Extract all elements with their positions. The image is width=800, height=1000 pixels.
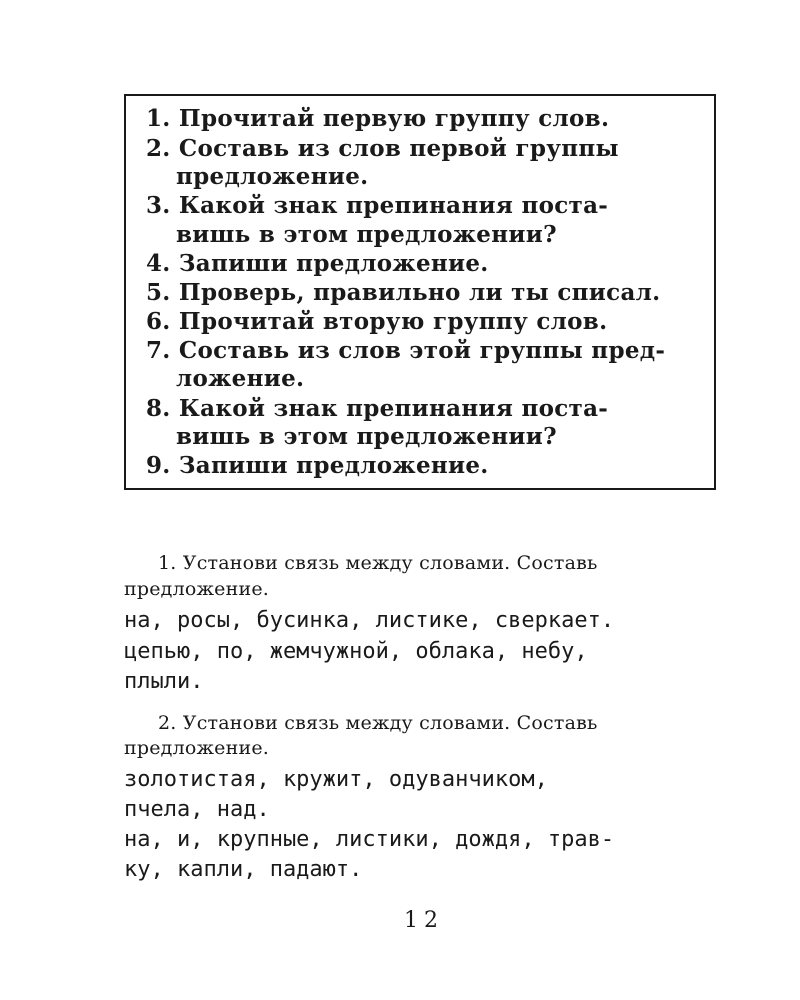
exercise1-heading: 1. Установи связь между словами. Составь <box>158 552 598 574</box>
instruction-line: 4. Запиши предложение. <box>146 250 489 277</box>
instruction-line: предложение. <box>176 163 369 190</box>
instruction-line: 8. Какой знак препинания поста- <box>146 395 609 422</box>
instructions-box <box>124 94 716 490</box>
exercise2-words-line: пчела, над. <box>124 797 270 822</box>
instruction-line: 3. Какой знак препинания поста- <box>146 192 609 219</box>
exercise1-words-line: плыли. <box>124 669 204 694</box>
instruction-line: 9. Запиши предложение. <box>146 452 489 479</box>
exercise1-words-line: цепью, по, жемчужной, облака, небу, <box>124 639 588 664</box>
instruction-line: 7. Составь из слов этой группы пред- <box>146 337 666 364</box>
instruction-line: ложение. <box>176 365 305 392</box>
exercise2-words-line: ку, капли, падают. <box>124 857 363 882</box>
instruction-line: вишь в этом предложении? <box>176 221 557 248</box>
instruction-line: 6. Прочитай вторую группу слов. <box>146 308 608 335</box>
exercise2-words-line: на, и, крупные, листики, дождя, трав- <box>124 827 615 852</box>
exercise2-heading: 2. Установи связь между словами. Составь <box>158 712 598 734</box>
instruction-line: 2. Составь из слов первой группы <box>146 135 619 162</box>
exercise1-words-line: на, росы, бусинка, листике, сверкает. <box>124 608 615 633</box>
instruction-line: вишь в этом предложении? <box>176 423 557 450</box>
exercise2-words-line: золотистая, кружит, одуванчиком, <box>124 767 548 792</box>
exercise1-heading-cont: предложение. <box>124 578 270 600</box>
page-number: 12 <box>404 908 444 933</box>
instruction-line: 1. Прочитай первую группу слов. <box>146 105 610 132</box>
instruction-line: 5. Проверь, правильно ли ты списал. <box>146 279 661 306</box>
exercise2-heading-cont: предложение. <box>124 737 270 759</box>
